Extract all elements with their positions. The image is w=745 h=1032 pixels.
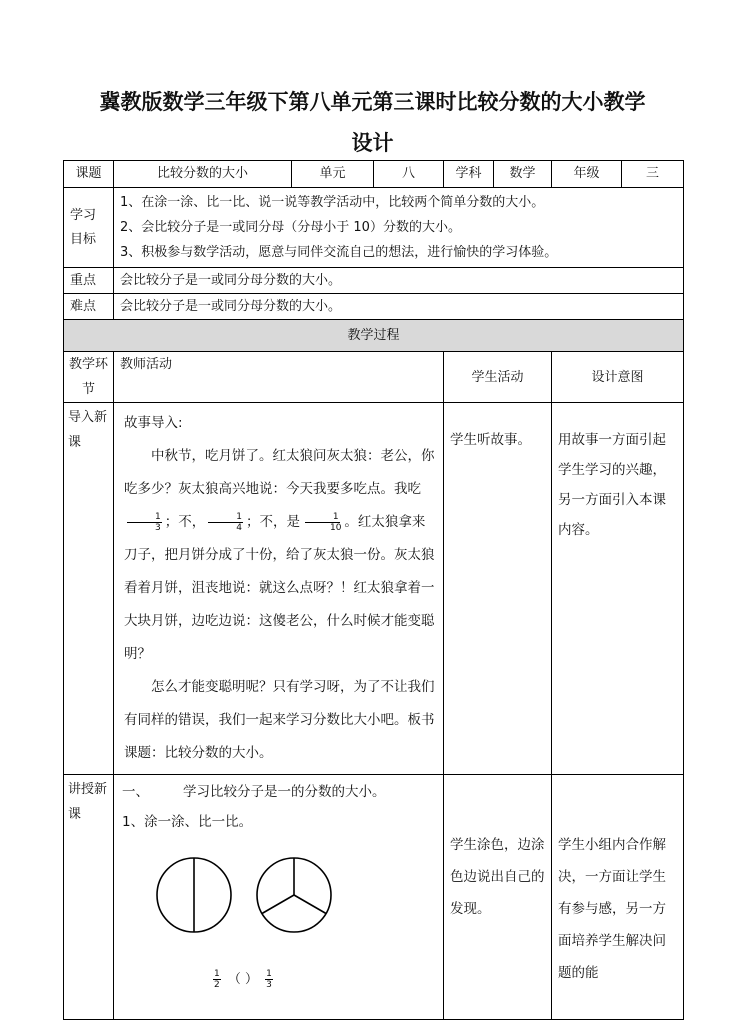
intro-student-activity: 学生听故事。 <box>444 403 552 775</box>
nianji-value: 三 <box>622 161 684 188</box>
document-title-line2: 设计 <box>351 130 394 155</box>
col-stage: 教学环节 <box>64 352 114 403</box>
newlesson-student-activity: 学生涂色，边涂色边说出自己的发现。 <box>444 775 552 1020</box>
circle-thirds <box>257 858 331 932</box>
newlesson-stage: 讲授新课 <box>64 775 114 1020</box>
pie-figure-area <box>122 837 435 1017</box>
key-point-text: 会比较分子是一或同分母分数的大小。 <box>114 268 684 294</box>
fraction-comparison <box>210 969 276 990</box>
goal-item-3: 3、积极参与数学活动，愿意与同伴交流自己的想法，进行愉快的学习体验。 <box>120 245 558 260</box>
lesson-plan-table <box>63 160 684 1020</box>
intro-teacher-activity <box>114 403 444 775</box>
fraction-one-half: $\frac{1}{2}$ <box>214 969 220 990</box>
col-student: 学生活动 <box>444 352 552 403</box>
info-row <box>64 161 684 188</box>
fraction-one-third-cmp: $\frac{1}{3}$ <box>266 969 272 990</box>
goals-label-line2: 目标 <box>70 231 97 247</box>
danyuan-value: 八 <box>374 161 444 188</box>
document-title-line1: 冀教版数学三年级下第八单元第三课时比较分数的大小教学 <box>99 89 646 114</box>
process-header: 教学过程 <box>64 320 684 352</box>
intro-stage: 导入新课 <box>64 403 114 775</box>
xueke-label: 学科 <box>444 161 494 188</box>
keti-value: 比较分数的大小 <box>114 161 292 188</box>
newlesson-sub: 1、涂一涂、比一比。 <box>122 814 253 830</box>
intro-row <box>64 403 684 775</box>
comparison-blank: （ ） <box>227 972 259 987</box>
key-point-label: 重点 <box>64 268 114 294</box>
difficulty-text: 会比较分子是一或同分母分数的大小。 <box>114 294 684 320</box>
difficulty-row <box>64 294 684 320</box>
process-columns-row <box>64 352 684 403</box>
intro-design-intent: 用故事一方面引起学生学习的兴趣，另一方面引入本课内容。 <box>552 403 684 775</box>
goals-label-line1: 学习 <box>70 207 97 223</box>
newlesson-teacher-activity <box>114 775 444 1020</box>
xueke-value: 数学 <box>494 161 552 188</box>
intro-question-paragraph: 怎么才能变聪明呢？只有学习呀，为了不让我们有同样的错误，我们一起来学习分数比大小吧。板书课题：比较分数的大小。 <box>124 679 435 761</box>
col-intent: 设计意图 <box>552 352 684 403</box>
process-header-row <box>64 320 684 352</box>
intro-lead: 故事导入: <box>124 415 183 431</box>
fraction-one-third: $\frac{1}{3}$ <box>127 512 162 533</box>
keti-label: 课题 <box>64 161 114 188</box>
intro-story-paragraph: 中秋节，吃月饼了。红太狼问灰太狼：老公，你吃多少？灰太狼高兴地说：今天我要多吃点。我吃 $\frac{1}{3}$ ；不， $\frac{1}{4}$ ；不，是 $\frac{1}{10}$ 。红太狼拿来刀子，把月饼分成了十份，给了灰太狼一份。灰太狼看着月饼，沮丧地说：就这么点呀？！红太狼拿着一大块月饼，边吃边说：这傻老公，什么时候才能变聪明？ <box>124 448 435 662</box>
circle-halves <box>157 858 231 932</box>
fraction-one-fourth: $\frac{1}{4}$ <box>208 512 243 533</box>
fraction-one-tenth: $\frac{1}{10}$ <box>303 512 341 533</box>
col-teacher: 教师活动 <box>114 352 444 403</box>
fraction-pies <box>152 845 412 965</box>
nianji-label: 年级 <box>552 161 622 188</box>
difficulty-label: 难点 <box>64 294 114 320</box>
newlesson-row <box>64 775 684 1020</box>
newlesson-heading: 一、 学习比较分子是一的分数的大小。 <box>122 784 386 800</box>
goals-row <box>64 188 684 268</box>
goal-item-1: 1、在涂一涂、比一比、说一说等教学活动中，比较两个简单分数的大小。 <box>120 195 545 210</box>
key-point-row <box>64 268 684 294</box>
newlesson-design-intent: 学生小组内合作解决，一方面让学生有参与感，另一方面培养学生解决问题的能 <box>552 775 684 1020</box>
goal-item-2: 2、会比较分子是一或同分母（分母小于 10）分数的大小。 <box>120 220 461 235</box>
danyuan-label: 单元 <box>292 161 374 188</box>
